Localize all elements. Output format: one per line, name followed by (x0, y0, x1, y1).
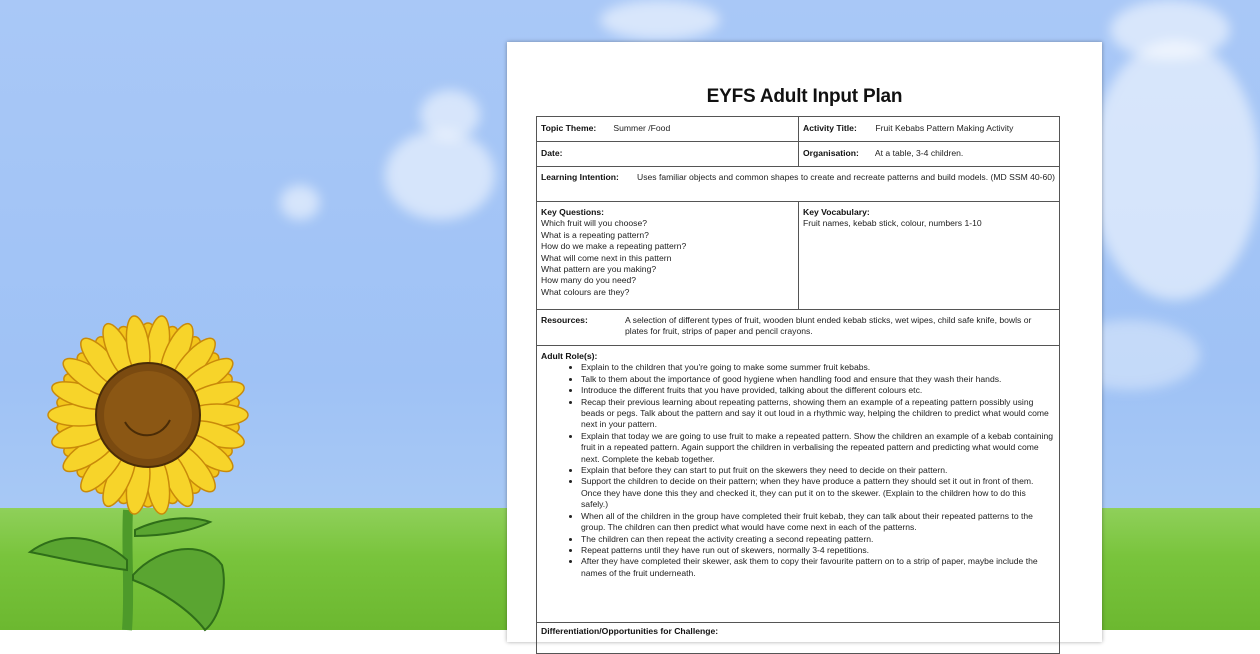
key-question-item: How do we make a repeating pattern? (541, 241, 687, 252)
adult-role-item: • When all of the children in the group have completed their fruit kebab, they can talk about their repeated patterns to the group. The children can then predict what would have come next in each of the patterns. (581, 511, 1055, 534)
document-page (507, 42, 1102, 642)
adult-role-item: • After they have completed their skewer, ask them to copy their favourite pattern on to a strip of paper, maybe include the names of the fruit underneath. (581, 556, 1055, 579)
cloud (1090, 40, 1260, 300)
key-questions-cell (537, 202, 798, 309)
adult-roles-cell (537, 346, 1059, 622)
date-cell (537, 142, 798, 166)
key-question-item: Which fruit will you choose? (541, 218, 648, 229)
activity-title-cell (798, 117, 1059, 141)
key-vocabulary-value: Fruit names, kebab stick, colour, numbers 1-10 (803, 218, 982, 229)
plan-table (536, 116, 1060, 654)
learning-intention-cell (537, 167, 1059, 201)
cloud (280, 185, 320, 220)
table-row (536, 623, 1060, 654)
organisation-label: Organisation: (803, 148, 859, 158)
activity-title-value: Fruit Kebabs Pattern Making Activity (875, 123, 1014, 133)
cloud (385, 130, 495, 220)
cloud (1110, 0, 1230, 60)
adult-role-item: • Introduce the different fruits that you have provided, talking about the different colours etc. (581, 385, 1055, 396)
sunflower-illustration (0, 290, 280, 630)
key-vocabulary-label: Key Vocabulary: (803, 207, 870, 217)
key-question-item: What will come next in this pattern (541, 252, 672, 263)
table-row (536, 202, 1060, 310)
adult-role-item: • Explain that today we are going to use fruit to make a repeated pattern. Show the children an example of a kebab containing fruit in a repeated pattern. Again support the children in verbalising the repeated pattern and predicting what would come next. Complete the kebab together. (581, 431, 1055, 465)
adult-role-item: • Repeat patterns until they have run out of skewers, normally 3-4 repetitions. (581, 545, 1055, 556)
resources-value: A selection of different types of fruit, wooden blunt ended kebab sticks, wet wipes, child safe knife, bowls or plates for fruit, strips of paper and pencil crayons. (625, 315, 1032, 337)
learning-intention-value: Uses familiar objects and common shapes to create and recreate patterns and build models. (MD SSM 40-60) (637, 172, 1055, 182)
adult-roles-list (541, 362, 1055, 579)
resources-cell (537, 310, 1059, 345)
adult-role-item: • Explain that before they can start to put fruit on the skewers they need to decide on their pattern. (581, 465, 1055, 476)
topic-theme-label: Topic Theme: (541, 123, 597, 133)
topic-theme-cell (537, 117, 798, 141)
key-questions-label: Key Questions: (541, 207, 605, 217)
adult-role-item: • Support the children to decide on their pattern; when they have produce a pattern they should set it out in front of them. Once they have done this they and checked it, they can put it on to the skewer. (Explain to the children how to do this safely.) (581, 476, 1055, 510)
differentiation-label: Differentiation/Opportunities for Challenge: (541, 626, 719, 636)
adult-role-item: • Recap their previous learning about repeating patterns, showing them an example of a repeating pattern possibly using beads or pegs. Talk about the pattern and say it out loud in a rhythmic way, helping the children to predict what would come next in your pattern. (581, 397, 1055, 431)
table-row (536, 116, 1060, 142)
organisation-value: At a table, 3-4 children. (874, 148, 964, 158)
date-label: Date: (541, 148, 563, 158)
table-row (536, 310, 1060, 346)
learning-intention-label: Learning Intention: (541, 172, 619, 182)
topic-theme-value: Summer /Food (613, 123, 671, 133)
key-vocabulary-cell (798, 202, 1059, 309)
activity-title-label: Activity Title: (803, 123, 857, 133)
key-question-item: What pattern are you making? (541, 264, 657, 275)
adult-role-item: • Explain to the children that you're going to make some summer fruit kebabs. (581, 362, 1055, 373)
cloud (600, 0, 720, 40)
key-question-item: What colours are they? (541, 286, 630, 297)
table-row (536, 346, 1060, 623)
table-row (536, 167, 1060, 202)
resources-label: Resources: (541, 315, 588, 325)
cloud (420, 90, 480, 140)
organisation-cell (798, 142, 1059, 166)
table-row (536, 142, 1060, 167)
key-question-item: How many do you need? (541, 275, 637, 286)
adult-role-item: • Talk to them about the importance of good hygiene when handling food and ensure that they wash their hands. (581, 374, 1055, 385)
key-question-item: What is a repeating pattern? (541, 229, 649, 240)
adult-roles-label: Adult Role(s): (541, 351, 598, 361)
adult-role-item: • The children can then repeat the activity creating a second repeating pattern. (581, 534, 1055, 545)
document-title: EYFS Adult Input Plan (706, 86, 903, 107)
key-questions-list (541, 218, 794, 298)
